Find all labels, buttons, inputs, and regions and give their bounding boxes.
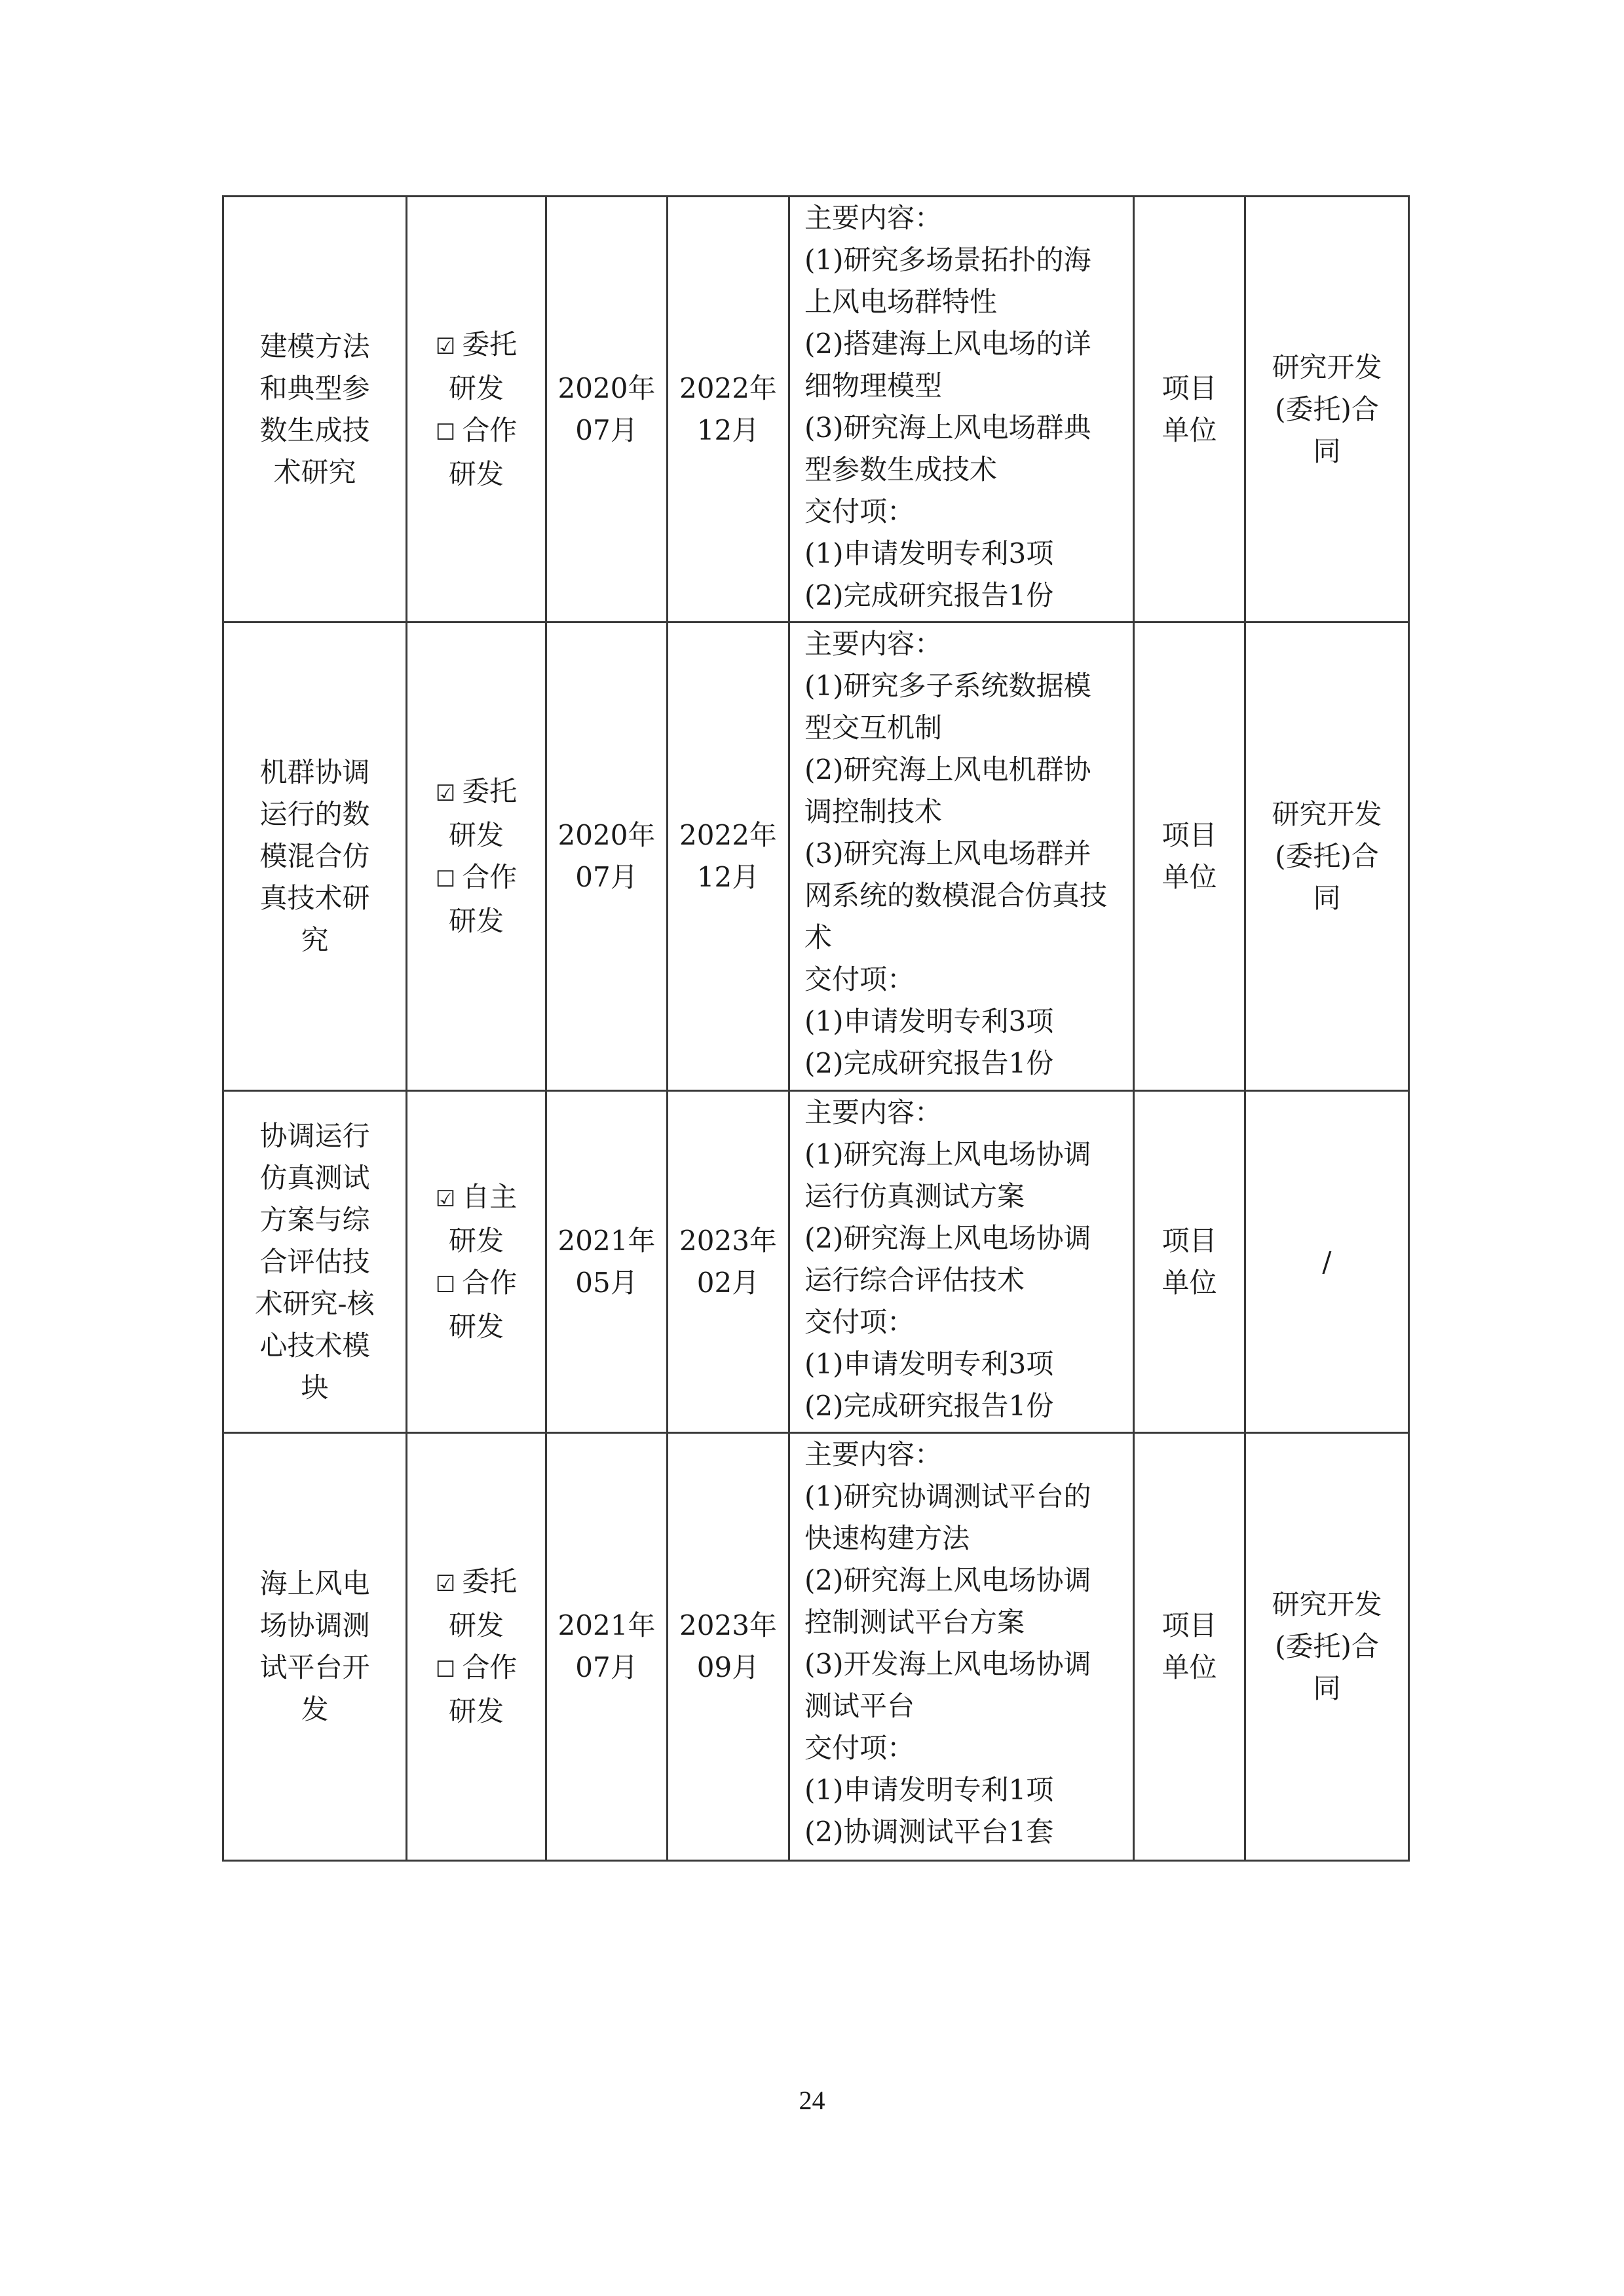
dev-mode-line: [414, 814, 538, 856]
content-line: 交付项：: [804, 1732, 915, 1764]
end-date-line: 2023年: [679, 1609, 777, 1641]
project-name: 机群协调运行的数模混合仿真技术研究: [259, 756, 370, 956]
dev-mode-text: 研发: [448, 1310, 504, 1343]
content-line: (1)申请发明专利3项: [804, 1348, 1054, 1380]
content-line: 运行综合评估技术: [804, 1264, 1025, 1296]
end-date-cell: [668, 1091, 789, 1433]
checked-box-icon: ☑: [435, 1185, 456, 1212]
content-line: (1)研究海上风电场协调: [804, 1138, 1091, 1170]
content-line: (2)协调测试平台1套: [804, 1816, 1054, 1848]
dev-mode-text: 研发: [448, 372, 504, 404]
content-line: (2)完成研究报告1份: [804, 1047, 1054, 1079]
dev-mode-line: [414, 856, 538, 900]
dev-mode-text: 委托: [462, 1565, 518, 1598]
dev-mode-text: 研发: [448, 819, 504, 851]
content-line: (2)研究海上风电场协调: [804, 1564, 1091, 1596]
project-name: 海上风电场协调测试平台开发: [259, 1567, 370, 1725]
content-line: 型参数生成技术: [804, 453, 998, 486]
dev-mode-line: [414, 900, 538, 942]
dev-mode-line: [414, 1647, 538, 1691]
contract-type-line: 同: [1313, 882, 1341, 914]
unchecked-box-icon: ☐: [435, 1271, 456, 1298]
contract-type-cell: [1245, 622, 1409, 1091]
project-name-cell: [223, 1091, 407, 1433]
start-date-cell: [546, 1091, 668, 1433]
content-line: (3)开发海上风电场协调: [804, 1648, 1091, 1680]
dev-mode-text: 委托: [462, 328, 518, 360]
start-date-cell: [546, 622, 668, 1091]
unit-cell: [1134, 1433, 1245, 1861]
unchecked-box-icon: ☐: [435, 866, 456, 892]
end-date-cell: [668, 622, 789, 1091]
dev-mode-text: 研发: [448, 1224, 504, 1257]
end-date-cell: [668, 1433, 789, 1861]
dev-mode-cell: [407, 622, 546, 1091]
dev-mode-line: [414, 453, 538, 495]
end-date-line: 09月: [696, 1651, 760, 1683]
dev-mode-text: 合作: [462, 861, 518, 893]
start-date-line: 2021年: [557, 1609, 656, 1641]
unit-line: 项目: [1161, 819, 1217, 851]
unit-line: 项目: [1161, 1609, 1217, 1641]
content-line: 网系统的数模混合仿真技: [804, 879, 1108, 911]
dev-mode-line: [414, 1561, 538, 1605]
dev-mode-line: [414, 1306, 538, 1348]
unit-line: 单位: [1161, 1266, 1217, 1299]
start-date-line: 07月: [575, 861, 638, 893]
page-number: 24: [799, 2086, 825, 2115]
unit-cell: [1134, 1091, 1245, 1433]
content-line: (2)完成研究报告1份: [804, 579, 1054, 611]
dev-mode-text: 研发: [448, 457, 504, 490]
dev-mode-cell: [407, 1091, 546, 1433]
contract-type-line: (委托)合: [1275, 392, 1379, 425]
contract-type-cell: [1245, 197, 1409, 622]
project-name: 协调运行仿真测试方案与综合评估技术研究-核心技术模块: [255, 1119, 375, 1404]
content-line: 上风电场群特性: [804, 286, 998, 318]
content-line: 交付项：: [804, 1306, 915, 1338]
content-line: (1)研究多场景拓扑的海: [804, 244, 1091, 276]
unit-cell: [1134, 622, 1245, 1091]
content-line: (1)研究多子系统数据模: [804, 670, 1091, 702]
content-line: 型交互机制: [804, 712, 943, 744]
start-date-line: 07月: [575, 413, 638, 446]
content-cell: [789, 1433, 1134, 1861]
unit-line: 项目: [1161, 1224, 1217, 1257]
unit-line: 项目: [1161, 372, 1217, 404]
end-date-line: 12月: [696, 413, 760, 446]
content-cell: [789, 1091, 1134, 1433]
dev-mode-line: [414, 1691, 538, 1732]
content-line: (2)完成研究报告1份: [804, 1390, 1054, 1422]
end-date-line: 2023年: [679, 1224, 777, 1257]
contract-type-cell: [1245, 1091, 1409, 1433]
content-line: (1)研究协调测试平台的: [804, 1480, 1091, 1512]
dev-mode-line: [414, 1262, 538, 1306]
table-row: [223, 197, 1409, 622]
content-line: (2)研究海上风电机群协: [804, 754, 1091, 786]
contract-type-line: 同: [1313, 434, 1341, 467]
content-line: 交付项：: [804, 495, 915, 527]
unchecked-box-icon: ☐: [435, 419, 456, 446]
content-line: 测试平台: [804, 1690, 915, 1722]
end-date-line: 02月: [696, 1266, 760, 1299]
content-line: 术: [804, 921, 833, 953]
dev-mode-cell: [407, 1433, 546, 1861]
dev-mode-text: 委托: [462, 775, 518, 807]
content-line: (2)搭建海上风电场的详: [804, 328, 1091, 360]
project-name-cell: [223, 197, 407, 622]
start-date-line: 07月: [575, 1651, 638, 1683]
project-table: [222, 195, 1410, 1862]
content-line: 运行仿真测试方案: [804, 1180, 1025, 1212]
content-line: 主要内容：: [804, 202, 943, 234]
content-cell: [789, 622, 1134, 1091]
content-line: (1)申请发明专利1项: [804, 1774, 1054, 1806]
dev-mode-text: 合作: [462, 1266, 518, 1299]
start-date-line: 2020年: [557, 372, 656, 404]
dev-mode-text: 研发: [448, 905, 504, 937]
dev-mode-text: 合作: [462, 413, 518, 446]
unit-cell: [1134, 197, 1245, 622]
unit-line: 单位: [1161, 413, 1217, 446]
end-date-line: 2022年: [679, 819, 777, 851]
content-line: 主要内容：: [804, 1438, 943, 1470]
content-line: 主要内容：: [804, 1096, 943, 1128]
table-row: [223, 1091, 1409, 1433]
contract-type-cell: [1245, 1433, 1409, 1861]
checked-box-icon: ☑: [435, 333, 456, 360]
project-name-cell: [223, 622, 407, 1091]
checked-box-icon: ☑: [435, 1571, 456, 1597]
dev-mode-line: [414, 1176, 538, 1220]
start-date-line: 2021年: [557, 1224, 656, 1257]
start-date-line: 2020年: [557, 819, 656, 851]
content-line: 控制测试平台方案: [804, 1606, 1025, 1638]
content-line: (3)研究海上风电场群典: [804, 411, 1091, 444]
dev-mode-cell: [407, 197, 546, 622]
contract-type-line: 研究开发: [1272, 1588, 1382, 1620]
end-date-line: 2022年: [679, 372, 777, 404]
table-row: [223, 1433, 1409, 1861]
content-line: (3)研究海上风电场群并: [804, 837, 1091, 870]
content-line: 交付项：: [804, 963, 915, 995]
project-name: 建模方法和典型参数生成技术研究: [259, 330, 370, 488]
end-date-line: 12月: [696, 861, 760, 893]
start-date-cell: [546, 1433, 668, 1861]
content-line: (1)申请发明专利3项: [804, 1005, 1054, 1037]
table-row: [223, 622, 1409, 1091]
dev-mode-text: 研发: [448, 1695, 504, 1727]
dev-mode-line: [414, 324, 538, 368]
content-line: (2)研究海上风电场协调: [804, 1222, 1091, 1254]
contract-type-line: 研究开发: [1272, 798, 1382, 830]
contract-type-line: (委托)合: [1275, 840, 1379, 872]
dev-mode-line: [414, 368, 538, 410]
dev-mode-text: 研发: [448, 1609, 504, 1641]
dev-mode-text: 自主: [462, 1180, 518, 1213]
contract-type-line: (委托)合: [1275, 1630, 1379, 1662]
dev-mode-text: 合作: [462, 1651, 518, 1683]
start-date-cell: [546, 197, 668, 622]
content-line: 快速构建方法: [804, 1522, 970, 1554]
start-date-line: 05月: [575, 1266, 638, 1299]
dev-mode-line: [414, 1605, 538, 1647]
unit-line: 单位: [1161, 861, 1217, 893]
dev-mode-line: [414, 410, 538, 453]
project-name-cell: [223, 1433, 407, 1861]
content-line: (1)申请发明专利3项: [804, 537, 1054, 569]
dev-mode-line: [414, 771, 538, 814]
contract-type-line: /: [1322, 1245, 1332, 1278]
content-line: 主要内容：: [804, 628, 943, 660]
unchecked-box-icon: ☐: [435, 1656, 456, 1683]
content-line: 细物理模型: [804, 370, 943, 402]
content-cell: [789, 197, 1134, 622]
content-line: 调控制技术: [804, 795, 943, 828]
contract-type-line: 研究开发: [1272, 351, 1382, 383]
checked-box-icon: ☑: [435, 780, 456, 807]
contract-type-line: 同: [1313, 1672, 1341, 1704]
dev-mode-line: [414, 1220, 538, 1262]
unit-line: 单位: [1161, 1651, 1217, 1683]
end-date-cell: [668, 197, 789, 622]
